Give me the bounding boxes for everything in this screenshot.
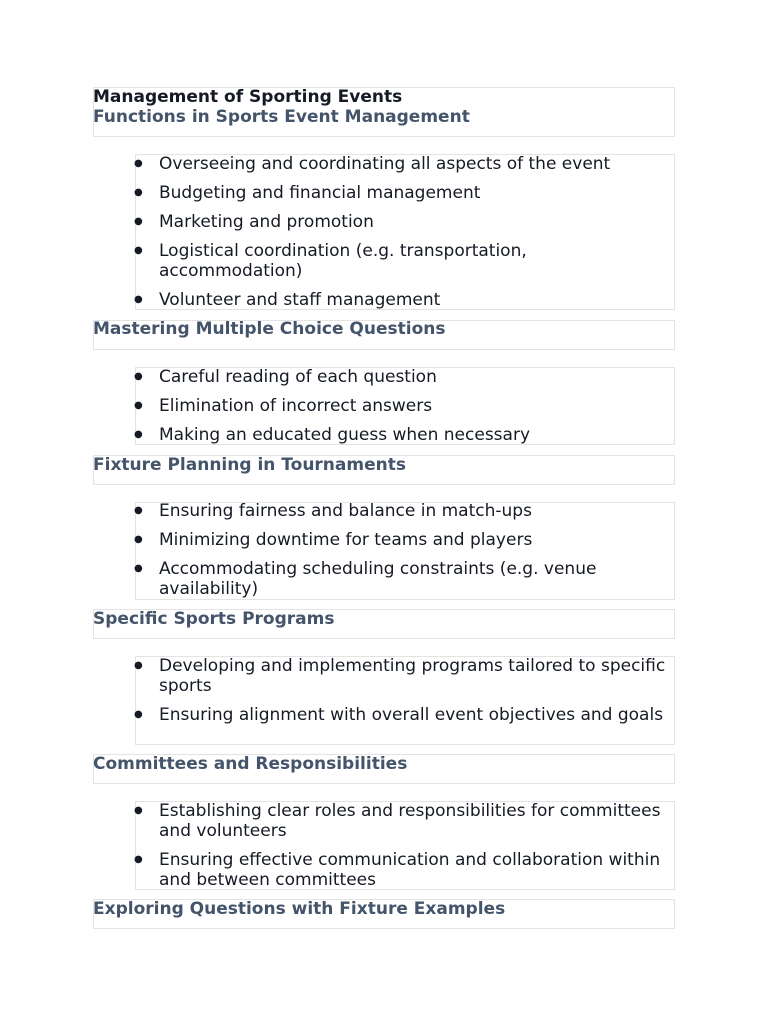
- bullet-icon: ●: [134, 854, 143, 865]
- bullet-icon: ●: [134, 660, 143, 671]
- bullet-icon: ●: [134, 805, 143, 816]
- section-heading-specific-sports: Specific Sports Programs: [93, 609, 335, 629]
- bullet-icon: ●: [134, 534, 143, 545]
- bullet-icon: ●: [134, 400, 143, 411]
- list-item: Ensuring effective communication and collaboration within and between committees: [159, 850, 661, 890]
- list-item: Overseeing and coordinating all aspects of the event: [159, 154, 611, 174]
- bullet-icon: ●: [134, 563, 143, 574]
- section-heading-exploring-questions: Exploring Questions with Fixture Examples: [93, 899, 506, 919]
- list-item: Developing and implementing programs tailored to specific sports: [159, 656, 666, 696]
- list-item: Establishing clear roles and responsibilities for committees and volunteers: [159, 801, 661, 841]
- list-item: Minimizing downtime for teams and players: [159, 530, 533, 550]
- section-heading-functions: Functions in Sports Event Management: [93, 107, 470, 127]
- bullet-icon: ●: [134, 505, 143, 516]
- section-heading-mcq: Mastering Multiple Choice Questions: [93, 319, 446, 339]
- bullet-icon: ●: [134, 187, 143, 198]
- list-item: Careful reading of each question: [159, 367, 437, 387]
- bullet-icon: ●: [134, 429, 143, 440]
- document-title: Management of Sporting Events: [93, 87, 403, 107]
- list-item: Ensuring alignment with overall event objectives and goals: [159, 705, 664, 725]
- list-item: Elimination of incorrect answers: [159, 396, 433, 416]
- list-item: Volunteer and staff management: [159, 290, 441, 310]
- list-item: Logistical coordination (e.g. transportation, accommodation): [159, 241, 527, 281]
- list-box-functions: [135, 154, 675, 310]
- bullet-icon: ●: [134, 158, 143, 169]
- section-heading-fixture-planning: Fixture Planning in Tournaments: [93, 455, 406, 475]
- list-item: Marketing and promotion: [159, 212, 374, 232]
- bullet-icon: ●: [134, 709, 143, 720]
- section-heading-committees: Committees and Responsibilities: [93, 754, 408, 774]
- bullet-icon: ●: [134, 216, 143, 227]
- bullet-icon: ●: [134, 371, 143, 382]
- bullet-icon: ●: [134, 245, 143, 256]
- list-item: Ensuring fairness and balance in match-ups: [159, 501, 532, 521]
- bullet-icon: ●: [134, 294, 143, 305]
- list-item: Making an educated guess when necessary: [159, 425, 531, 445]
- list-item: Budgeting and financial management: [159, 183, 481, 203]
- list-item: Accommodating scheduling constraints (e.g. venue availability): [159, 559, 597, 599]
